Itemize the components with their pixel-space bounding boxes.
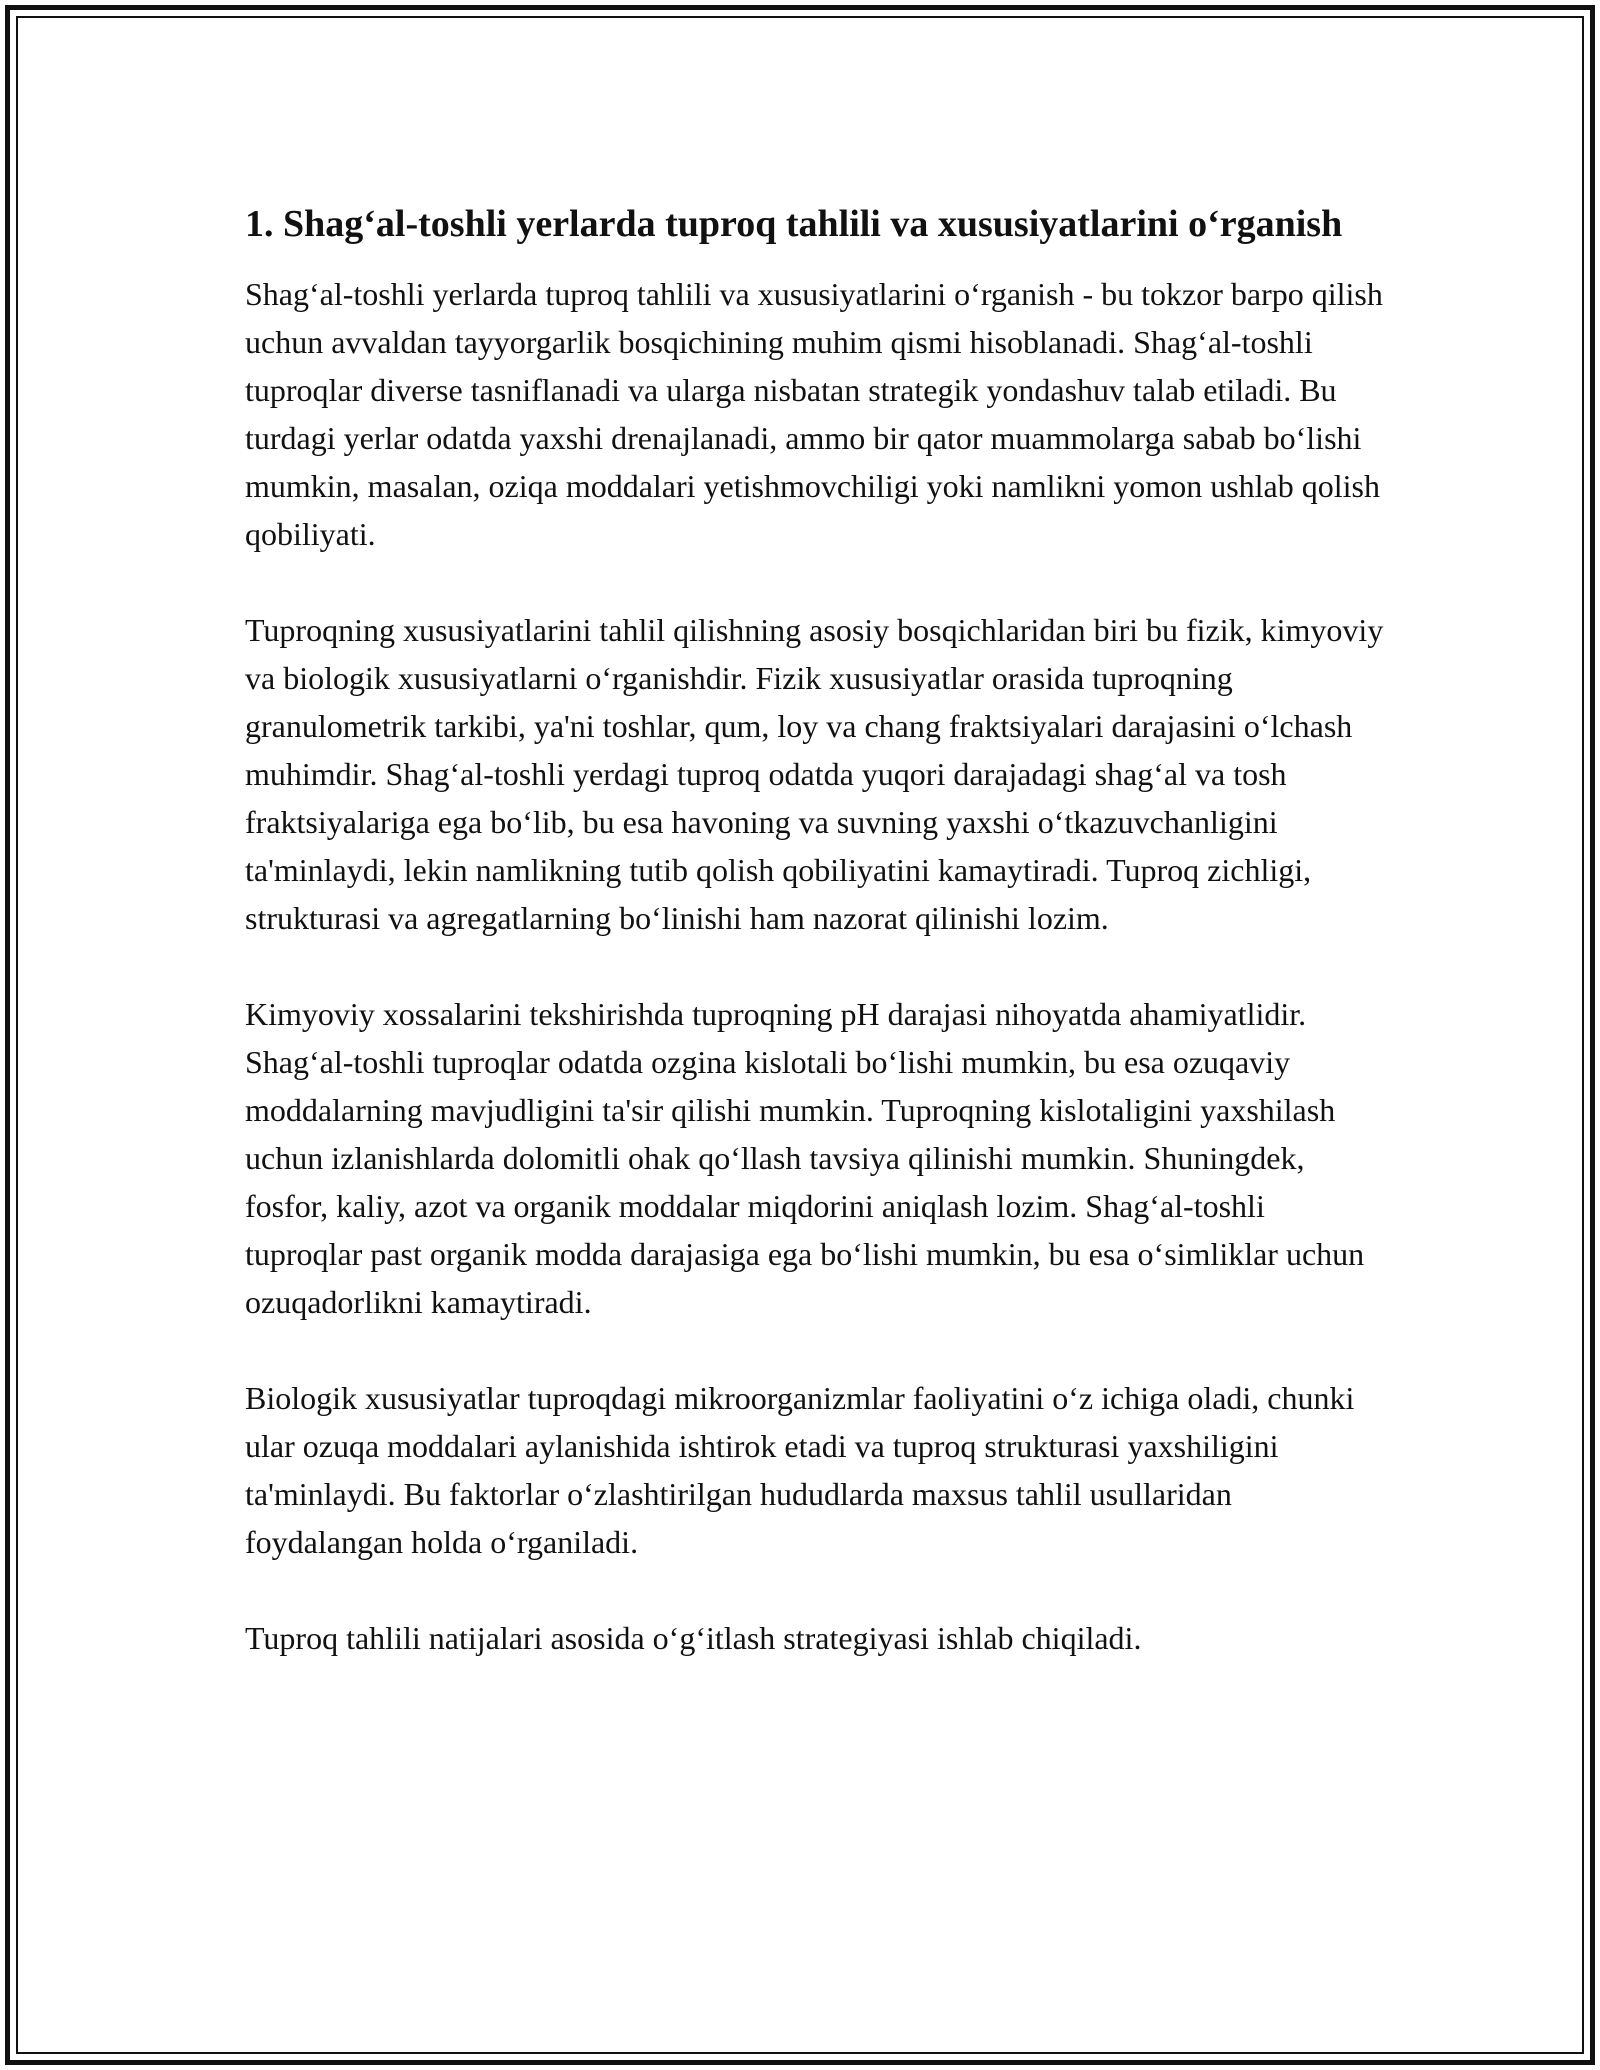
section-heading: 1. Shag‘al-toshli yerlarda tuproq tahlili va xususiyatlarini o‘rganish xyxy=(245,203,1343,245)
paragraph-intro: Shag‘al-toshli yerlarda tuproq tahlili va xususiyatlarini o‘rganish - bu tokzor barpo qilish uchun avvaldan tayyorgarlik bosqichining muhim qismi hisoblanadi. Shag‘al-toshli tuproqlar diverse tasniflanadi va ularga nisbatan strategik yondashuv talab etiladi. Bu turdagi yerlar odatda yaxshi drenajlanadi, ammo bir qator muammolarga sabab bo‘lishi mumkin, masalan, oziqa moddalari yetishmovchiligi yoki namlikni yomon ushlab qolish qobiliyati. xyxy=(245,276,1383,552)
document-body xyxy=(245,196,1385,1710)
page-frame xyxy=(5,5,1595,2065)
paragraph-conclusion: Tuproq tahlili natijalari asosida o‘g‘itlash strategiyasi ishlab chiqiladi. xyxy=(245,1620,1142,1656)
paragraph-physical-properties: Tuproqning xususiyatlarini tahlil qilishning asosiy bosqichlaridan biri bu fizik, kimyoviy va biologik xususiyatlarni o‘rganishdir. Fizik xususiyatlar orasida tuproqning granulometrik tarkibi, ya'ni toshlar, qum, loy va chang fraktsiyalari darajasini o‘lchash muhimdir. Shag‘al-toshli yerdagi tuproq odatda yuqori darajadagi shag‘al va tosh fraktsiyalariga ega bo‘lib, bu esa havoning va suvning yaxshi o‘tkazuvchanligini ta'minlaydi, lekin namlikning tutib qolish qobiliyatini kamaytiradi. Tuproq zichligi, strukturasi va agregatlarning bo‘linishi ham nazorat qilinishi lozim. xyxy=(245,612,1384,936)
paragraph-chemical-properties: Kimyoviy xossalarini tekshirishda tuproqning pH darajasi nihoyatda ahamiyatlidir. Shag‘al-toshli tuproqlar odatda ozgina kislotali bo‘lishi mumkin, bu esa ozuqaviy moddalarning mavjudligini ta'sir qilishi mumkin. Tuproqning kislotaligini yaxshilash uchun izlanishlarda dolomitli ohak qo‘llash tavsiya qilinishi mumkin. Shuningdek, fosfor, kaliy, azot va organik moddalar miqdorini aniqlash lozim. Shag‘al-toshli tuproqlar past organik modda darajasiga ega bo‘lishi mumkin, bu esa o‘simliklar uchun ozuqadorlikni kamaytiradi. xyxy=(245,996,1365,1320)
paragraph-biological-properties: Biologik xususiyatlar tuproqdagi mikroorganizmlar faoliyatini o‘z ichiga oladi, chunki ular ozuqa moddalari aylanishida ishtirok etadi va tuproq strukturasi yaxshiligini ta'minlaydi. Bu faktorlar o‘zlashtirilgan hududlarda maxsus tahlil usullaridan foydalangan holda o‘rganiladi. xyxy=(245,1380,1355,1560)
